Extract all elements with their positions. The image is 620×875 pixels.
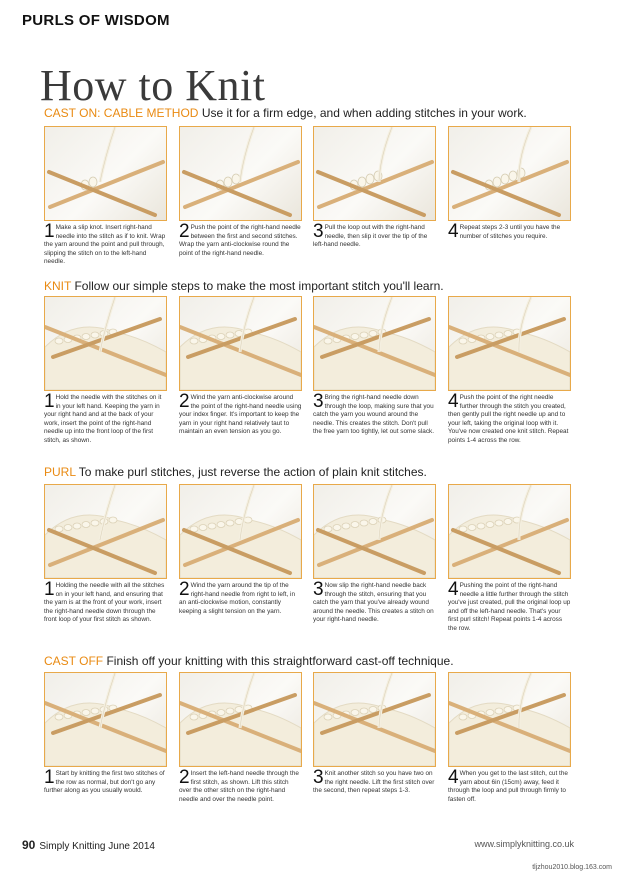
- knitting-photo-illustration: [314, 297, 435, 390]
- step-photo: [313, 484, 436, 579]
- step-number: 2: [179, 579, 190, 600]
- footer-publication: [22, 838, 155, 852]
- step-text: Bring the right-hand needle down through the loop, making sure that you catch the yarn you wound around the needle. This creates the stitch. Don't pull the free yarn too tightly, let out some slack.: [313, 394, 435, 436]
- step-photo: [44, 484, 167, 579]
- watermark: tljzhou2010.blog.163.com: [532, 864, 612, 871]
- step-card: [44, 672, 167, 796]
- step-caption: [313, 579, 436, 625]
- step-text: Pushing the point of the right-hand needle a little further through the stitch you've just created, pull the original loop up and off the left-hand needle. That's your first purl stitch! Repeat points 1-4 across the row.: [448, 582, 571, 632]
- step-card: [44, 296, 167, 446]
- step-photo: [313, 672, 436, 767]
- knitting-photo-illustration: [314, 485, 435, 578]
- section-title: [44, 465, 427, 479]
- step-card: [179, 296, 302, 437]
- knitting-photo-illustration: [449, 297, 570, 390]
- step-card: [448, 126, 571, 241]
- step-card: [313, 296, 436, 437]
- step-text: Hold the needle with the stitches on it in your left hand. Keeping the yarn in your right hand and at the back of your work, insert the point of the right-hand needle up into the front loop of the first stitch, as shown.: [44, 394, 162, 444]
- step-caption: [44, 579, 167, 625]
- knitting-photo-illustration: [45, 127, 166, 220]
- section-subtitle: To make purl stitches, just reverse the action of plain knit stitches.: [78, 465, 427, 479]
- step-number: 3: [313, 767, 324, 788]
- knitting-photo-illustration: [449, 485, 570, 578]
- knitting-photo-illustration: [45, 673, 166, 766]
- step-number: 4: [448, 767, 459, 788]
- step-card: [448, 484, 571, 634]
- step-card: [44, 126, 167, 267]
- step-caption: [44, 221, 167, 267]
- knitting-photo-illustration: [45, 485, 166, 578]
- section-heading: PURL: [44, 465, 76, 479]
- step-text: When you get to the last stitch, cut the yarn about 6in (15cm) away, feed it through the loop and pull through firmly to fasten off.: [448, 770, 568, 803]
- step-number: 2: [179, 391, 190, 412]
- section-heading: CAST ON: CABLE METHOD: [44, 106, 199, 120]
- step-caption: [44, 391, 167, 446]
- step-photo: [313, 296, 436, 391]
- section-title: [44, 106, 527, 120]
- step-number: 2: [179, 221, 190, 242]
- step-number: 4: [448, 391, 459, 412]
- knitting-photo-illustration: [180, 485, 301, 578]
- step-text: Pull the loop out with the right-hand needle, then slip it over the tip of the left-hand needle.: [313, 224, 428, 249]
- step-caption: [448, 391, 571, 446]
- step-text: Repeat steps 2-3 until you have the number of stitches you require.: [459, 224, 561, 240]
- step-text: Insert the left-hand needle through the first stitch, as shown. Lift this stitch over the other stitch on the right-hand needle and over the needle point.: [179, 770, 299, 803]
- page-number: 90: [22, 838, 36, 852]
- knitting-photo-illustration: [314, 127, 435, 220]
- step-number: 1: [44, 391, 55, 412]
- step-photo: [179, 672, 302, 767]
- step-caption: [313, 767, 436, 796]
- step-caption: [179, 579, 302, 616]
- step-caption: [179, 391, 302, 437]
- step-photo: [44, 296, 167, 391]
- step-caption: [448, 221, 571, 242]
- step-caption: [44, 767, 167, 796]
- step-caption: [448, 767, 571, 804]
- step-photo: [313, 126, 436, 221]
- step-caption: [313, 221, 436, 250]
- section-subtitle: Follow our simple steps to make the most important stitch you'll learn.: [74, 279, 444, 293]
- step-photo: [44, 126, 167, 221]
- step-photo: [448, 296, 571, 391]
- step-number: 3: [313, 221, 324, 242]
- step-card: [448, 296, 571, 446]
- section-header: PURLS OF WISDOM: [22, 12, 170, 29]
- section-title: [44, 654, 454, 668]
- step-photo: [448, 484, 571, 579]
- step-text: Make a slip knot. Insert right-hand needle into the stitch as if to knit. Wrap the yarn around the point and pull through, slipping the stitch on to the left-hand needle.: [44, 224, 166, 266]
- step-caption: [313, 391, 436, 437]
- step-photo: [44, 672, 167, 767]
- section-heading: KNIT: [44, 279, 72, 293]
- step-number: 4: [448, 579, 459, 600]
- step-card: [179, 126, 302, 258]
- step-caption: [448, 579, 571, 634]
- step-text: Push the point of the right-hand needle between the first and second stitches. Wrap the yarn anti-clockwise round the point of the right-hand needle.: [179, 224, 301, 257]
- step-caption: [179, 767, 302, 804]
- step-text: Knit another stitch so you have two on the right needle. Lift the first stitch over the second, then repeat steps 1-3.: [313, 770, 435, 795]
- step-photo: [179, 126, 302, 221]
- step-text: Wind the yarn around the tip of the right-hand needle from right to left, in an anti-clockwise motion, constantly keeping a slight tension on the yarn.: [179, 582, 296, 615]
- section-title: [44, 279, 444, 293]
- step-text: Push the point of the right needle further through the stitch you created, then gently pull the right needle up and to your left, taking the original loop with it. You've now created one knit stitch. Repeat points 1-4 across the row.: [448, 394, 569, 444]
- step-number: 2: [179, 767, 190, 788]
- publication-name: Simply Knitting June 2014: [39, 841, 155, 852]
- step-photo: [448, 126, 571, 221]
- step-text: Start by knitting the first two stitches of the row as normal, but don't go any further along as you usually would.: [44, 770, 165, 795]
- step-number: 3: [313, 391, 324, 412]
- knitting-photo-illustration: [449, 673, 570, 766]
- knitting-photo-illustration: [449, 127, 570, 220]
- step-text: Wind the yarn anti-clockwise around the point of the right-hand needle using your index finger. It's important to keep the yarn in your right hand relatively taut to maintain an even tension as you go.: [179, 394, 302, 436]
- page-title: How to Knit: [40, 61, 266, 110]
- knitting-photo-illustration: [314, 673, 435, 766]
- section-subtitle: Finish off your knitting with this straightforward cast-off technique.: [106, 654, 454, 668]
- step-number: 1: [44, 221, 55, 242]
- step-photo: [179, 484, 302, 579]
- step-caption: [179, 221, 302, 258]
- step-number: 1: [44, 767, 55, 788]
- knitting-photo-illustration: [180, 127, 301, 220]
- step-card: [448, 672, 571, 804]
- step-number: 3: [313, 579, 324, 600]
- step-text: Now slip the right-hand needle back through the stitch, ensuring that you catch the yarn that you've already wound around the needle. This creates a stitch on your right-hand needle.: [313, 582, 434, 624]
- step-text: Holding the needle with all the stitches on in your left hand, and ensuring that the yarn is at the front of your work, insert the right-hand needle down through the front loop of your first stitch as shown.: [44, 582, 165, 624]
- footer-website: www.simplyknitting.co.uk: [474, 839, 574, 849]
- knitting-photo-illustration: [180, 673, 301, 766]
- step-card: [313, 126, 436, 250]
- step-card: [44, 484, 167, 625]
- step-card: [179, 672, 302, 804]
- step-photo: [448, 672, 571, 767]
- step-card: [313, 672, 436, 796]
- step-photo: [179, 296, 302, 391]
- section-heading: CAST OFF: [44, 654, 104, 668]
- step-number: 4: [448, 221, 459, 242]
- step-card: [179, 484, 302, 616]
- section-subtitle: Use it for a firm edge, and when adding stitches in your work.: [201, 106, 527, 120]
- step-card: [313, 484, 436, 625]
- knitting-photo-illustration: [180, 297, 301, 390]
- step-number: 1: [44, 579, 55, 600]
- knitting-photo-illustration: [45, 297, 166, 390]
